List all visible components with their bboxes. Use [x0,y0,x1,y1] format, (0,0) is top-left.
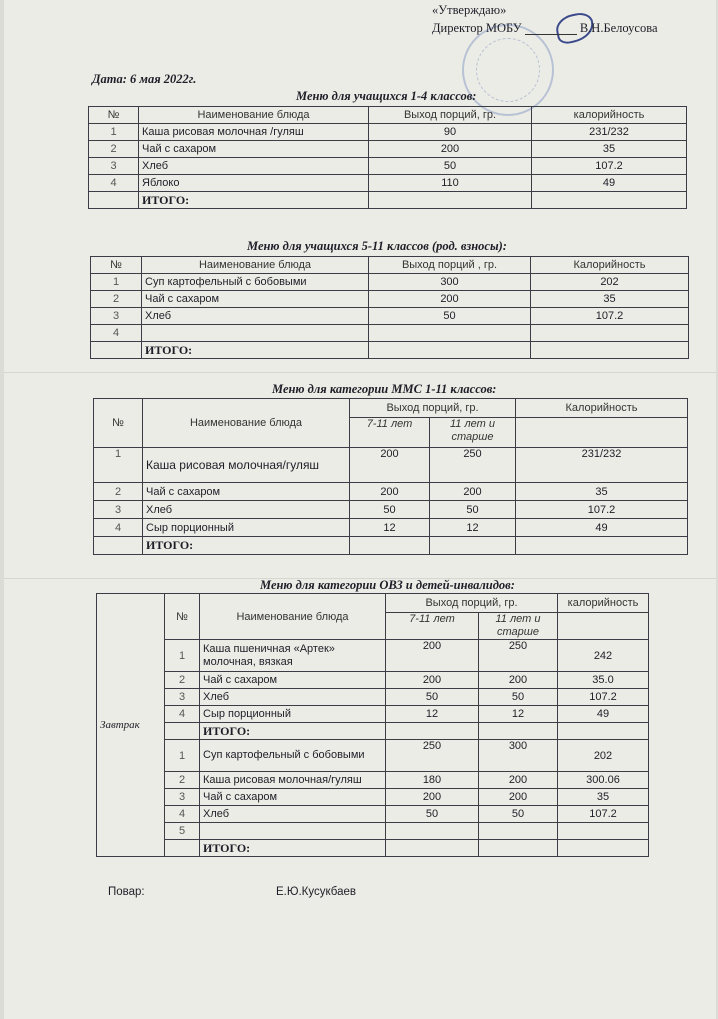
header-cell: Выход порций, гр. [386,594,558,613]
table-row [89,175,687,192]
portion-weight: 90 [369,124,532,141]
header-cell: № [91,257,142,274]
dish-name: Каша рисовая молочная/гуляш [143,448,350,483]
dish-name: Яблоко [139,175,369,192]
row-number [89,192,139,209]
row-number: 1 [94,448,143,483]
table-row [91,291,689,308]
portion-7-11: 200 [386,789,479,806]
dish-name [200,823,386,840]
menu-sheet [4,0,716,1019]
header-cell: калорийность [532,107,687,124]
portion-7-11 [350,537,430,555]
table-row [94,483,688,501]
calories: 107.2 [558,806,649,823]
table-row [94,501,688,519]
portion-11-plus: 200 [479,772,558,789]
portion-11-plus [479,840,558,857]
header-cell: Наименование блюда [142,257,369,274]
signature-line [525,34,577,35]
total-row [94,537,688,555]
row-number [165,723,200,740]
header-cell: калорийность [558,594,649,613]
header-cell: Выход порций, гр. [350,399,516,418]
row-number: 3 [91,308,142,325]
header-cell-age-11-plus: 11 лет и старше [430,418,516,448]
table-header-row [89,107,687,124]
table-header-row [97,594,649,613]
row-number: 3 [165,789,200,806]
calories: 202 [558,740,649,772]
calories [532,192,687,209]
table-row [94,519,688,537]
row-number: 2 [91,291,142,308]
portion-7-11: 50 [350,501,430,519]
portion-7-11: 200 [386,672,479,689]
portion-7-11: 12 [386,706,479,723]
calories [558,823,649,840]
calories: 107.2 [516,501,688,519]
header-cell: Наименование блюда [139,107,369,124]
portion-7-11 [386,823,479,840]
header-cell-age-11-plus: 11 лет и старше [479,613,558,640]
row-number: 1 [165,740,200,772]
calories: 35 [531,291,689,308]
cook-label: Повар: [108,886,145,898]
table-row [94,448,688,483]
total-row [97,723,649,740]
portion-11-plus: 200 [430,483,516,501]
total-label: ИТОГО: [143,537,350,555]
dish-name: Суп картофельный с бобовыми [142,274,369,291]
portion-weight: 110 [369,175,532,192]
table-row [89,141,687,158]
table-header-row [94,399,688,418]
portion-11-plus: 50 [479,806,558,823]
row-number: 1 [165,640,200,672]
table-row [97,640,649,672]
portion-weight: 50 [369,308,531,325]
table-row [97,740,649,772]
calories: 35.0 [558,672,649,689]
portion-7-11 [386,723,479,740]
menu-date: Дата: 6 мая 2022г. [92,72,197,86]
dish-name: Хлеб [139,158,369,175]
table-row [89,158,687,175]
calories: 300.06 [558,772,649,789]
header-cell: Выход порций, гр. [369,107,532,124]
calories: 107.2 [532,158,687,175]
dish-name: Чай с сахаром [139,141,369,158]
portion-weight: 200 [369,141,532,158]
dish-name: Чай с сахаром [200,672,386,689]
table2-caption: Меню для учащихся 5-11 классов (род. взносы): [247,239,507,253]
header-cell-age-7-11: 7-11 лет [386,613,479,640]
portion-7-11: 50 [386,689,479,706]
approval-heading: «Утверждаю» [432,3,507,17]
table-header-row [91,257,689,274]
table-row [97,706,649,723]
portion-11-plus: 12 [430,519,516,537]
row-number: 4 [165,806,200,823]
total-label: ИТОГО: [142,342,369,359]
header-cell: Калорийность [531,257,689,274]
portion-7-11: 50 [386,806,479,823]
approval-director [432,20,658,36]
calories: 231/232 [532,124,687,141]
total-label: ИТОГО: [200,840,386,857]
approval-position: Директор МОБУ [432,21,522,35]
row-number: 5 [165,823,200,840]
row-number: 4 [165,706,200,723]
table-mms [93,398,688,555]
row-number: 4 [89,175,139,192]
calories: 35 [532,141,687,158]
dish-name: Сыр порционный [143,519,350,537]
row-number: 3 [165,689,200,706]
table-ovz [96,593,649,857]
cook-name: Е.Ю.Кусукбаев [276,886,357,898]
dish-name: Каша рисовая молочная /гуляш [139,124,369,141]
dish-name: Чай с сахаром [143,483,350,501]
dish-name: Хлеб [200,806,386,823]
row-number: 4 [94,519,143,537]
row-number: 3 [94,501,143,519]
portion-7-11: 12 [350,519,430,537]
total-label: ИТОГО: [200,723,386,740]
calories: 49 [532,175,687,192]
portion-11-plus: 200 [479,672,558,689]
header-cell-empty [516,418,688,448]
table-row [97,772,649,789]
portion-11-plus [430,537,516,555]
header-cell: Наименование блюда [143,399,350,448]
portion-11-plus: 50 [479,689,558,706]
table-row [89,124,687,141]
table4-caption: Меню для категории ОВЗ и детей-инвалидов: [260,578,515,592]
calories [558,723,649,740]
portion-7-11: 180 [386,772,479,789]
paper-fold [4,372,716,373]
calories: 107.2 [558,689,649,706]
table-grades-1-4 [88,106,687,209]
table-grades-5-11 [90,256,689,359]
dish-name: Чай с сахаром [200,789,386,806]
total-row [97,840,649,857]
row-number: 2 [165,672,200,689]
row-number [165,840,200,857]
header-cell: Выход порций , гр. [369,257,531,274]
approval-name: В.Н.Белоусова [579,21,658,35]
calories: 35 [558,789,649,806]
portion-11-plus [479,823,558,840]
calories [531,325,689,342]
header-cell-empty [558,613,649,640]
row-number [91,342,142,359]
table-row [91,308,689,325]
header-cell: № [94,399,143,448]
table-row [91,274,689,291]
portion-7-11: 250 [386,740,479,772]
table-row [97,823,649,840]
table1-caption: Меню для учащихся 1-4 классов: [296,89,477,103]
row-number: 1 [91,274,142,291]
row-number: 1 [89,124,139,141]
table-row [91,325,689,342]
row-number [94,537,143,555]
portion-weight: 50 [369,158,532,175]
portion-7-11: 200 [386,640,479,672]
row-number: 4 [91,325,142,342]
header-cell: № [89,107,139,124]
calories: 107.2 [531,308,689,325]
dish-name: Суп картофельный с бобовыми [200,740,386,772]
total-label: ИТОГО: [139,192,369,209]
portion-weight: 200 [369,291,531,308]
table-row [97,789,649,806]
portion-11-plus: 300 [479,740,558,772]
section-label-breakfast: Завтрак [97,594,165,857]
total-row [89,192,687,209]
portion-7-11 [386,840,479,857]
dish-name: Хлеб [142,308,369,325]
portion-weight: 300 [369,274,531,291]
portion-11-plus: 250 [430,448,516,483]
calories [531,342,689,359]
calories: 242 [558,640,649,672]
total-row [91,342,689,359]
table-row [97,672,649,689]
row-number: 2 [94,483,143,501]
calories [516,537,688,555]
table-row [97,806,649,823]
row-number: 3 [89,158,139,175]
header-cell: Калорийность [516,399,688,418]
portion-weight [369,342,531,359]
row-number: 2 [89,141,139,158]
table3-caption: Меню для категории ММС 1-11 классов: [272,382,497,396]
portion-11-plus [479,723,558,740]
dish-name [142,325,369,342]
dish-name: Каша пшеничная «Артек» молочная, вязкая [200,640,386,672]
calories: 231/232 [516,448,688,483]
portion-7-11: 200 [350,448,430,483]
header-cell-age-7-11: 7-11 лет [350,418,430,448]
dish-name: Сыр порционный [200,706,386,723]
portion-11-plus: 12 [479,706,558,723]
dish-name: Чай с сахаром [142,291,369,308]
calories: 35 [516,483,688,501]
calories: 49 [558,706,649,723]
dish-name: Хлеб [143,501,350,519]
portion-11-plus: 250 [479,640,558,672]
header-cell: Наименование блюда [200,594,386,640]
dish-name: Каша рисовая молочная/гуляш [200,772,386,789]
calories: 49 [516,519,688,537]
portion-7-11: 200 [350,483,430,501]
header-cell: № [165,594,200,640]
portion-11-plus: 50 [430,501,516,519]
table-row [97,689,649,706]
portion-weight [369,192,532,209]
portion-weight [369,325,531,342]
portion-11-plus: 200 [479,789,558,806]
row-number: 2 [165,772,200,789]
calories [558,840,649,857]
calories: 202 [531,274,689,291]
dish-name: Хлеб [200,689,386,706]
